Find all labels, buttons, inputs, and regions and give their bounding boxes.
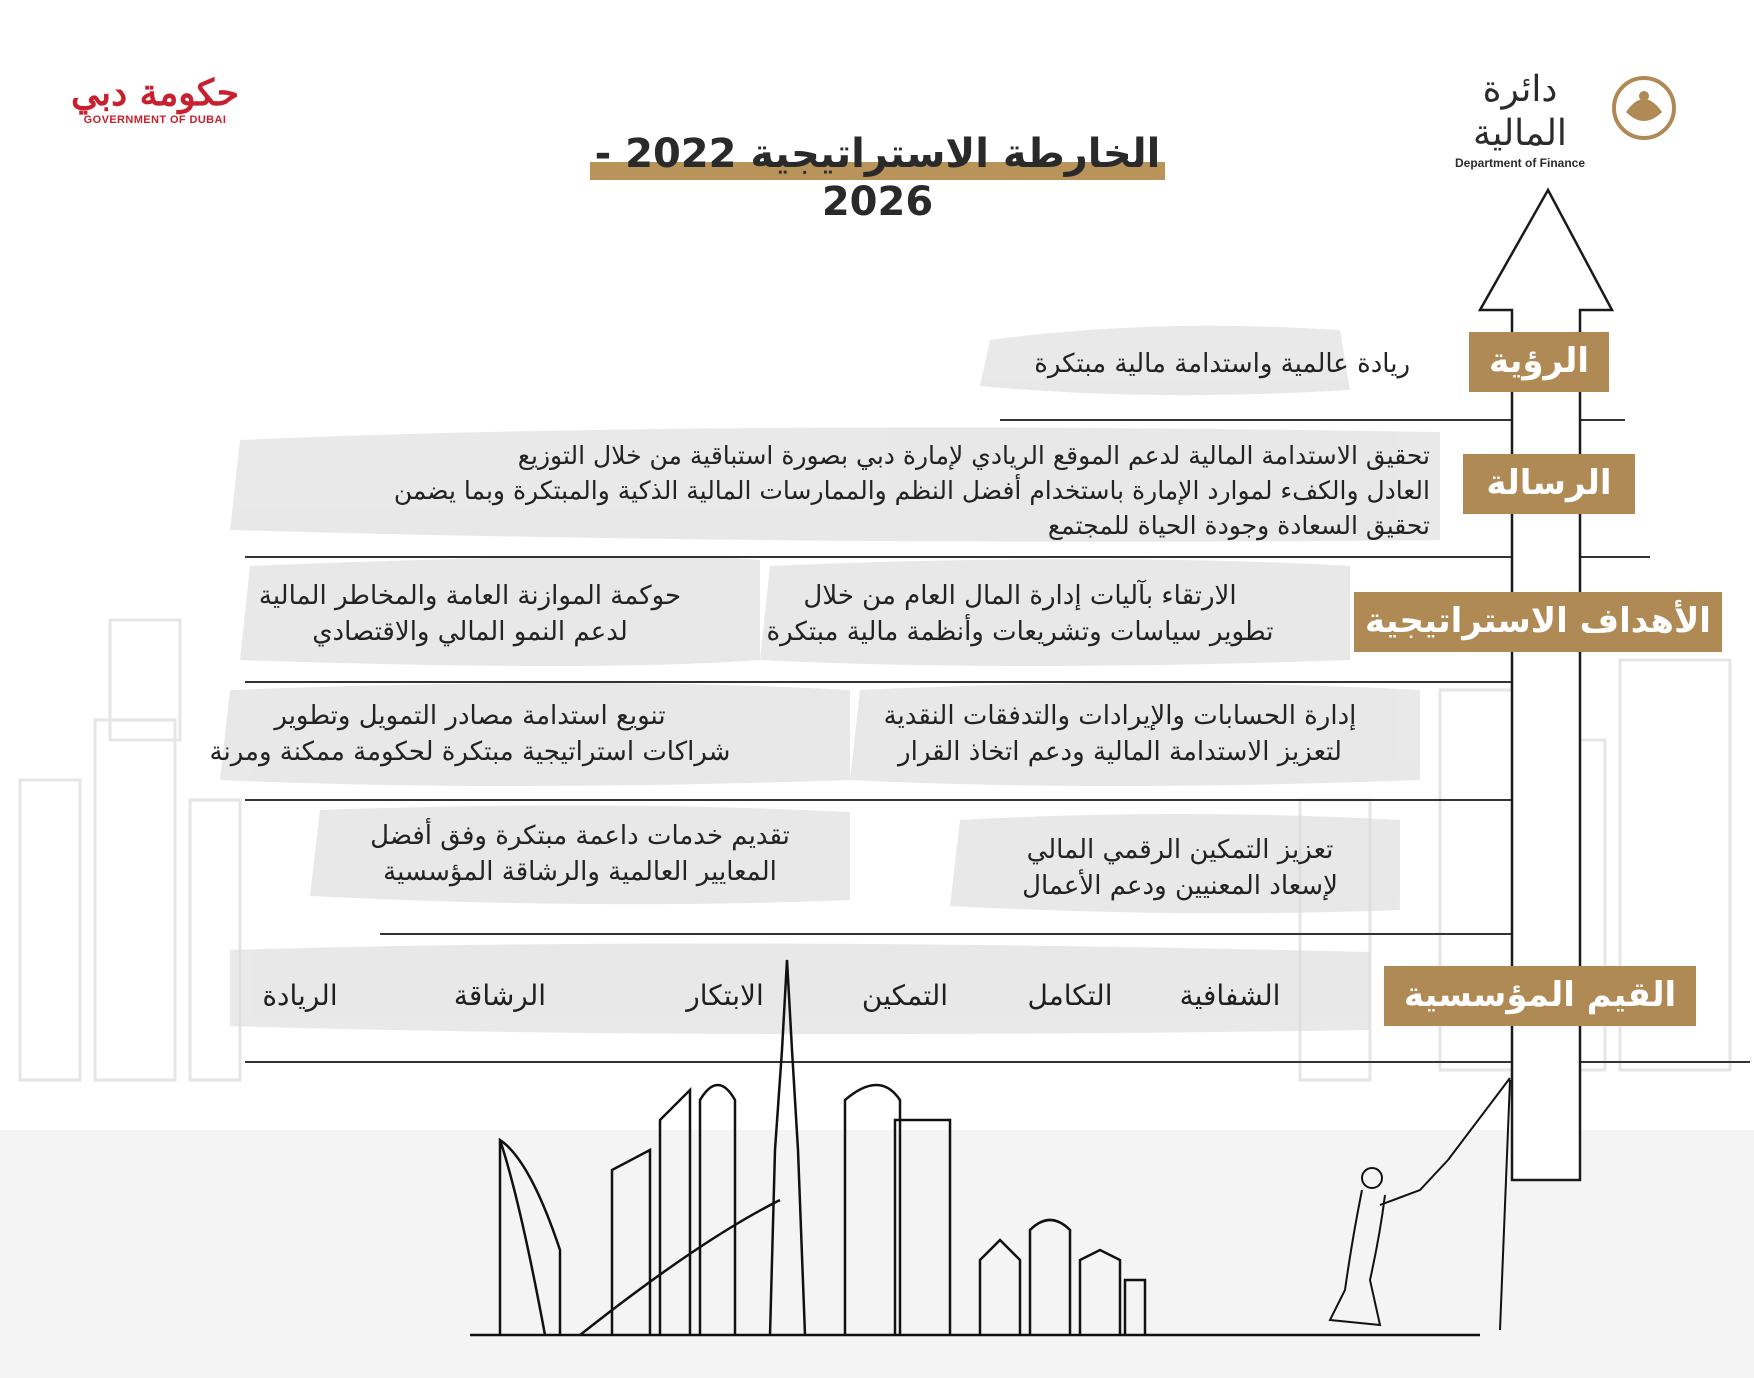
mission-line-3: تحقيق السعادة وجودة الحياة للمجتمع <box>1047 511 1430 540</box>
goal-4-line-2: شراكات استراتيجية مبتكرة لحكومة ممكنة ومرنة <box>209 737 731 767</box>
department-of-finance-logo <box>1440 68 1690 170</box>
value-empowerment: التمكين <box>861 979 949 1012</box>
institutional-values-label: القيم المؤسسية <box>1384 966 1696 1026</box>
goal-4 <box>190 698 750 770</box>
goal-2-line-1: حوكمة الموازنة العامة والمخاطر المالية <box>258 581 682 611</box>
ground-band <box>0 1130 1754 1378</box>
mission-line-1: تحقيق الاستدامة المالية لدعم الموقع الريادي لإمارة دبي بصورة استباقية من خلال التوزيع <box>517 441 1430 470</box>
goal-2-line-2: لدعم النمو المالي والاقتصادي <box>312 617 628 647</box>
mission-text <box>250 438 1430 543</box>
vision-text: ريادة عالمية واستدامة مالية مبتكرة <box>1034 349 1410 379</box>
goal-3-line-2: لتعزيز الاستدامة المالية ودعم اتخاذ القرار <box>898 737 1342 767</box>
goal-1 <box>740 578 1300 650</box>
page-title: الخارطة الاستراتيجية 2022 - 2026 <box>594 131 1161 225</box>
goal-1-line-2: تطوير سياسات وتشريعات وأنظمة مالية مبتكرة <box>766 617 1274 647</box>
goal-5-line-1: تعزيز التمكين الرقمي المالي <box>1026 835 1334 865</box>
value-leadership: الريادة <box>262 979 338 1012</box>
dof-logo-english: Department of Finance <box>1454 156 1586 170</box>
gov-logo-english: GOVERNMENT OF DUBAI <box>83 114 227 126</box>
strategic-goals-label: الأهداف الاستراتيجية <box>1354 592 1722 652</box>
value-transparency: الشفافية <box>1179 979 1281 1012</box>
goal-6-line-2: المعايير العالمية والرشاقة المؤسسية <box>383 857 777 887</box>
goal-6-line-1: تقديم خدمات داعمة مبتكرة وفق أفضل <box>370 821 790 851</box>
goal-5 <box>900 832 1460 904</box>
goal-6 <box>300 818 860 890</box>
gov-logo-arabic: حكومة دبي <box>71 72 239 114</box>
goal-5-line-2: لإسعاد المعنيين ودعم الأعمال <box>1022 871 1338 901</box>
goal-3-line-1: إدارة الحسابات والإيرادات والتدفقات النقدية <box>883 701 1357 731</box>
goal-4-line-1: تنويع استدامة مصادر التمويل وتطوير <box>274 701 666 731</box>
goal-3 <box>840 698 1400 770</box>
mission-line-2: العادل والكفء لموارد الإمارة باستخدام أفضل النظم والممارسات المالية الذكية والمبتكرة وبما يضمن <box>393 476 1430 505</box>
government-of-dubai-logo <box>70 72 240 142</box>
brush-strokes <box>220 326 1440 1034</box>
vision-label: الرؤية <box>1469 332 1609 392</box>
value-agility: الرشاقة <box>453 979 547 1012</box>
dof-emblem-icon <box>1608 72 1680 144</box>
dof-logo-text <box>1440 68 1600 170</box>
mission-label: الرسالة <box>1463 454 1635 514</box>
goal-1-line-1: الارتقاء بآليات إدارة المال العام من خلال <box>803 581 1237 611</box>
goal-2 <box>190 578 750 650</box>
value-innovation: الابتكار <box>686 979 764 1012</box>
dof-logo-arabic: دائرة المالية <box>1473 69 1567 154</box>
value-integration: التكامل <box>1027 979 1113 1012</box>
